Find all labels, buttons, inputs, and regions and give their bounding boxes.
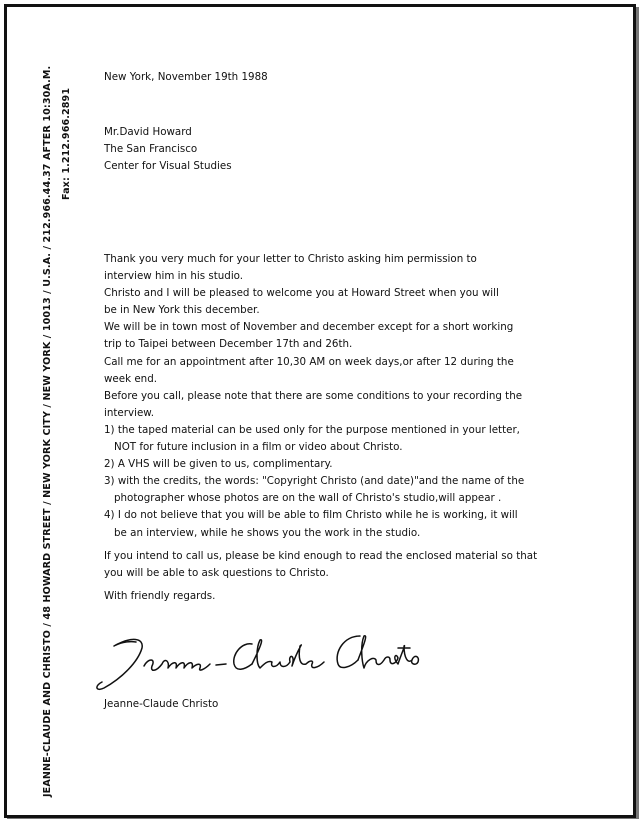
body-line: be in New York this december. [104,304,260,317]
body-line: We will be in town most of November and december except for a short working [104,321,514,334]
letter-date: New York, November 19th 1988 [104,71,268,83]
recipient-address [104,124,232,175]
letter-body [104,251,537,605]
body-line: you will be able to ask questions to Christo. [104,566,329,579]
handwritten-signature [92,618,422,696]
body-line: Before you call, please note that there are some conditions to your recording the [104,389,523,402]
body-line: trip to Taipei between December 17th and 26th. [104,338,353,351]
letterhead-address: JEANNE-CLAUDE AND CHRISTO / 48 HOWARD STREET / NEW YORK CITY / NEW YORK / 10013 / U.S.A. / 212.966.44.37 AFTER 10:30A.M. [42,65,53,797]
closing-line: With friendly regards. [104,589,216,602]
recipient-line: The San Francisco [104,143,198,155]
letterhead-fax: Fax: 1.212.966.2891 [61,87,72,200]
recipient-line: Center for Visual Studies [104,160,232,172]
signer-name: Jeanne-Claude Christo [104,698,219,710]
body-line: NOT for future inclusion in a film or video about Christo. [114,441,403,454]
recipient-line: Mr.David Howard [104,126,192,138]
body-line: be an interview, while he shows you the work in the studio. [114,526,421,539]
body-line: Call me for an appointment after 10,30 AM on week days,or after 12 during the [104,355,514,368]
body-line: interview. [104,406,155,419]
body-line: 2) A VHS will be given to us, complimentary. [104,458,333,471]
body-line: Thank you very much for your letter to Christo asking him permission to [104,253,477,265]
body-line: If you intend to call us, please be kind enough to read the enclosed material so that [104,549,538,562]
body-line: 3) with the credits, the words: "Copyright Christo (and date)"and the name of the [104,475,525,488]
body-line: 4) I do not believe that you will be able to film Christo while he is working, it will [104,509,518,522]
body-line: Christo and I will be pleased to welcome you at Howard Street when you will [104,287,499,300]
body-line: photographer whose photos are on the wall of Christo's studio,will appear . [114,492,502,505]
body-line: 1) the taped material can be used only for the purpose mentioned in your letter, [104,423,520,436]
body-line: week end. [104,372,157,385]
body-line: interview him in his studio. [104,270,244,283]
